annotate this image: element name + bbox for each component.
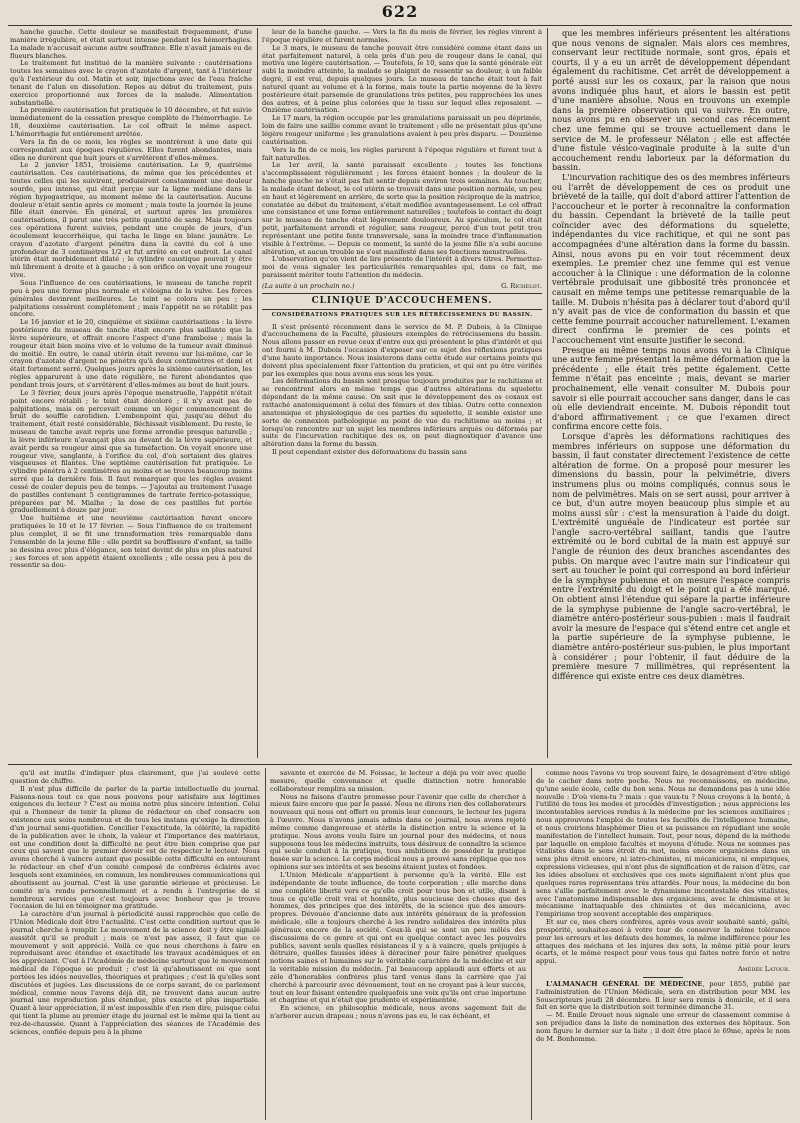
paragraph: Il s'est présenté récemment dans le service de M. P. Dubois, à la Clinique d'accouchemens de la Faculté, plusieurs exemples de rétrécissemens du bassin. Nous allons passer en revue ceux d'entre eux qui présentent le plus d'intérêt et qui ont fourni à M. Dubois l'occasion d'exposer sur ce sujet des réflexions pratiques d'une haute importance. Nous insisterons dans cette étude sur certains points qui doivent plus spécialement fixer l'attention du praticien, et qui ont pu être vérifiés par les exemples que nous avons eus sous les yeux. [262, 322, 542, 378]
middle-rule [8, 764, 792, 765]
paragraph: Et sur ce, mes chers confrères, après vous avoir souhaité santé, gaîté, prospérité, souhaitez-moi à votre tour de conserver la même tolérance pour les erreurs et les défauts des hommes, la même indifférence pour les attaques des méchans et les injures des sots, la même pitié pour leurs écarts, et le même respect pour vous tous qui faites notre force et notre appui. [536, 918, 790, 966]
suite-note: (La suite à un prochain no.) [262, 282, 355, 290]
paragraph: comme nous l'avons vu trop souvent faire, le désagrément d'être obligé de le cacher dans notre poche. Nous ne reconnaissons, en médecine, qu'une seule école, celle du bon sens. Nous ne demandons pas à une idée nouvelle : D'où viens-tu ? mais : que vaux-tu ? Nous croyons à la bonté, à l'utilité de tous les modes et procédés d'investigation ; nous apprécions les incontestables services rendus à la médecine par les sciences auxiliaires ; nous approuvons l'emploi de toutes les facultés de l'intelligence humaine, et nous croirions blasphémer Dieu et sa puissance en répudiant une seule manifestation de l'intellect humain. Tout, pour nous, dépend de la méthode par laquelle on emploie facultés et moyens d'étude. Nous ne sommes pas vitalistes dans le sens étroit du mot, moins encore organiciens dans un sens plus étroit encore, ni iatro-chimistes, ni mécaniciens, ni empiriques, expressions vicieuses, qui n'ont plus de signification et de raison d'être, car les idées absolues et exclusives que ces mots signifiaient n'ont plus que quelques rares représentans très attardés. Pour nous, la médecine du bon sens s'allie parfaitement avec le dynamisme incontestable des vitalistes, avec l'anatomisme indispensable des organiciens, avec le chimisme et le mécanisme inattaquable des chimistes et des mécaniciens, avec l'empirisme trop souvent acceptable des empiriques. [536, 770, 790, 919]
paragraph: que les membres inférieurs présentent les altérations que nous venons de signaler. Mais alors ces membres, conservant leur rectitude normale, sont gros, épais et courts, il y a eu un arrêt de développement dépendant également du rachitisme. Cet arrêt de développement a porté aussi sur les os coxaux, par la raison que nous avons indiquée plus haut, et alors le bassin est petit d'une manière absolue. Nous en trouvons un exemple dans la première observation qui va suivre. En outre, nous avons pu en observer un second cas récemment chez une femme qui se trouve actuellement dans le service de M. le professeur Nélaton ; elle est affectée d'une fistule vésico-vaginale produite à la suite d'un accouchement rendu laborieux par la déformation du bassin. [552, 29, 790, 173]
column-2-observation [262, 29, 542, 280]
paragraph: qu'il est inutile d'indiquer plus clairement, que j'ai soulevé cette question de chiffre. [10, 770, 260, 785]
bottom-column-1 [10, 770, 260, 1118]
top-rule [8, 25, 792, 26]
paragraph: savante et exercée de M. Foissac, le lecteur a déjà pu voir avec quelle mesure, quelle convenance et quelle distinction notre honorable collaborateur remplira sa mission. [270, 770, 526, 793]
paragraph: Lorsque d'après les déformations rachitiques des membres inférieurs on suppose une déformation du bassin, il faut constater directement l'existence de cette altération de forme. On a proposé pour mesurer les dimensions du bassin, pour la pelvimétrie, divers instrumens plus ou moins compliqués, connus sous le nom de pelvimètres. Mais on se sert aussi, pour arriver à ce but, d'un autre moyen beaucoup plus simple et au moins aussi sûr : c'est la mensuration à l'aide du doigt. L'extrémité unguéale de l'indicateur est portée sur l'angle sacro-vertébral saillant, tandis que l'autre extrémité ou le bord cubital de la main est appuyé sur l'angle de réunion des deux branches ascendantes des pubis. On marque avec l'autre main sur l'indicateur qui sert au toucher le point qui correspond au bord inférieur de la symphyse pubienne et on mesure l'espace compris entre l'extrémité du doigt et le point qui a été marqué. On obtient ainsi l'étendue qui sépare la partie inférieure de la symphyse pubienne de l'angle sacro-vertébral, le diamètre antéro-postérieur sous-pubien : mais il faudrait avoir la mesure de l'espace qui s'étend entre cet angle et la partie supérieure de la symphyse pubienne, le diamètre antéro-postérieur sus-pubien, le plus important à considérer ; pour l'obtenir, il faut déduire de la première mesure 7 millimètres, qui représentent la différence qui existe entre ces deux diamètres. [552, 430, 790, 681]
author-signature: G. Richelot. [501, 282, 542, 290]
page-number: 622 [381, 2, 419, 21]
section-title: CLINIQUE D'ACCOUCHEMENS. [311, 295, 493, 306]
paragraph: Les déformations du bassin sont presque toujours produites par le rachitisme et se rencontrent alors en même temps que d'autres altérations du squelette dépendant de la même cause. On sait que le développement des os coxaux est rattaché anatomiquement à celui des fémurs et des tibias. Outre cette connexion anatomique et physiologique de ces parties du squelette, il semble exister une sorte de connexion pathologique au point de vue du rachitisme au moins ; et lorsqu'on rencontre sur un sujet les membres inférieurs arqués ou déformés par suite de l'incurvation rachitique des os, on peut diagnostiquer d'avance une altération dans la forme du bassin. [262, 377, 542, 449]
paragraph: Le 2 janvier 1851, troisième cautérisation. Le 9, quatrième cautérisation. Ces cautérisations, de même que les précédentes et toutes celles qui les suivirent, produisirent constamment une douleur sourde, peu intense, qui était perçue sur la ligne médiane dans la région hypogastrique, au moment même de la cautérisation. Aucune douleur n'était sentie après ce moment ; mais toute la journée la jeune fille était énervée. En général, et surtout après les premières cautérisations, il parut une très petite quantité de sang. Mais toujours ces opérations furent suivies, pendant une couple de jours, d'un écoulement leucorrhéique, qui tacha le linge en blanc jaunâtre. Le crayon d'azotate d'argent pénétra dans la cavité du col à une profondeur de 3 centimètres 1/2 et fut arrêté en cet endroit. Le canal utérin était morbidement dilaté ; le cylindre caustique pouvait y être mû librement à droite et à gauche ; à son orifice on voyait une rougeur vive. [10, 161, 252, 280]
column-divider [547, 28, 548, 758]
almanach-heading: L'ALMANACH GÉNÉRAL DE MÉDECINE [546, 979, 703, 988]
paragraph: L'observation qu'on vient de lire présente de l'intérêt à divers titres. Permettez-moi de vous signaler les particularités remarquables qui, dans ce fait, me paraissent mériter toute l'attention du médecin. [262, 255, 542, 280]
paragraph: Le caractère d'un journal à périodicité aussi rapprochée que celle de l'Union Médicale doit être l'actualité. C'est cette condition surtout que le journal cherche à remplir. Le mouvement de la science doit y être signalé aussitôt qu'il se produit ; mais ce n'est pas assez, il faut que ce mouvement y soit apprécié. Voilà ce que nous cherchons à faire en reproduisant avec étendue et exactitude les travaux académiques et en les appréciant. C'est à l'Académie de médecine surtout que le mouvement médical de l'époque se produit ; c'est là qu'aboutissent ou que sont portées les idées nouvelles, théoriques et pratiques ; c'est là qu'elles sont discutées et jugées. Les discussions de ce corps savant, de ce parlement médical, comme nous l'avons déjà dit, ne trouvent dans aucun autre journal une reproduction plus étendue, plus exacte et plus impartiale. Quant à leur appréciation, il m'est impossible d'en rien dire, puisque celui qui tient la plume au premier étage du journal est le même qui la tient au rez-de-chaussée. Quant à l'appréciation des séances de l'Académie des sciences, confiée depuis peu à la plume [10, 910, 260, 1036]
paragraph: La première cautérisation fut pratiquée le 10 décembre, et fut suivie immédiatement de la cessation presque complète de l'hémorrhagie. Le 18, deuxième cautérisation. Le col offrait le même aspect. L'hémorrhagie fut entièrement arrêtée. [10, 106, 252, 138]
top-column-3 [552, 29, 790, 757]
paragraph: Le 17 mars, la région occupée par les granulations paraissait un peu déprimée, loin de faire une saillie comme avant le traitement ; elle ne présentait plus qu'une légère rougeur uniforme ; les granulations avaient à peu près disparu. — Douzième cautérisation. [262, 114, 542, 146]
paragraph: Il n'est plus difficile de parler de la partie intellectuelle du journal. Faisons-nous tout ce que nous pouvons pour satisfaire aux légitimes exigences du lecteur ? C'est au moins notre plus sincère intention. Celui qui a l'honneur de tenir la plume de rédacteur en chef consacre son existence aux soins nombreux et de tous les instans qu'exige la direction d'un journal semi-quotidien. Concilier l'exactitude, la célérité, la rapidité de la publication avec le choix, la valeur et l'importance des matériaux, est une condition dont la difficulté ne peut être bien comprise que par ceux qui savent que le premier devoir est de respecter le lecteur. Nous avons cherché à vaincre autant que possible cette difficulté en entourant le rédacteur en chef d'un comité composé de confrères éclairés avec lesquels sont examinées, en commun, les nombreuses communications qui aboutissent au journal. C'est là une garantie sérieuse et précieuse. Le comité m'a rendu personnellement et a rendu à l'entreprise de si nombreux services que c'est toujours avec bonheur que je trouve l'occasion de lui en témoigner ma gratitude. [10, 784, 260, 911]
paragraph: Le 3 mars, le museau de tanche pouvait être considéré comme étant dans un état parfaitement naturel, à cela près d'un peu de rougeur dans le canal, qui motiva une légère cautérisation. — Toutefois, le 10, sans que la santé générale eût subi la moindre atteinte, la malade se plaignit de ressentir sa douleur, à un faible degré, il est vrai, depuis quelques jours. Le museau de tanche était tout à fait naturel quant au volume et à la forme, mais toute la partie moyenne de la lèvre postérieure était parsemée de granulations très petites, peu rapprochées les unes des autres, et à peine plus colorées que le tissu sur lequel elles reposaient. — Onzième cautérisation. [262, 43, 542, 115]
paragraph: L'Union Médicale n'appartient à personne qu'à la vérité. Elle est indépendante de toute influence, de toute corporation ; elle marche dans une complète liberté vers ce qu'elle croit pour tous bon et utile, disant à tous ce qu'elle croit vrai et honnête, plus soucieuse des choses que des hommes, des principes que des intérêts, de la science que des amours-propres. Dévouée d'ancienne date aux intérêts généraux de la profession médicale, elle a toujours cherché à les rendre solidaires des intérêts plus généraux encore de la société. Ceux-là qui se sont un peu mêlés des discussions de ce genre et qui ont eu quelque contact avec les pouvoirs publics, savent seuls quelles résistances il y a à vaincre, quels préjugés à détruire, quelles fausses idées à déraciner pour faire pénétrer quelques notions saines et humaines sur le véritable caractère de la médecine et sur la véritable mission du médecin. J'ai beaucoup applaudi aux efforts et au zèle d'honorables confrères plus tard venus dans la carrière que j'ai cherché à parcourir avec dévouement, tout en ne croyant pas à leur succès, tout en leur faisant entendre quelquefois une voix qu'ils ont crue importune et chagrine et qui n'était que prudente et expérimentée. [270, 870, 526, 1005]
paragraph: leur de la hanche gauche. — Vers la fin du mois de février, les règles vinrent à l'époque régulière et furent normales. [262, 29, 542, 44]
paragraph: L'incurvation rachitique des os des membres inférieurs ou l'arrêt de développement de ces os produit une brièveté de la taille, qui doit d'abord attirer l'attention de l'accoucheur et le porter à reconnaître la conformation du bassin. Cependant la brièveté de la taille peut coïncider avec des déformations du squelette, indépendantes du vice rachitique, et qui ne sont pas accompagnées d'une altération dans la forme du bassin. Ainsi, nous avons pu en voir tout récemment deux exemples. Le premier chez une femme qui est venue accoucher à la Clinique : une déformation de la colonne vertébrale produisait une gibbosité très prononcée et causait en même temps une petitesse remarquable de la taille. M. Dubois n'hésita pas à déclarer tout d'abord qu'il n'y avait pas de vice de conformation du bassin et que cette femme pourrait accoucher naturellement. L'examen direct confirma le premier de ces points et l'accouchement vint ensuite justifier le second. [552, 171, 790, 345]
column-divider [257, 28, 258, 758]
column-divider [265, 768, 266, 1120]
paragraph: Vers la fin de ce mois, les règles se montrèrent à une date qui correspondait aux époques régulières. Elles furent abondantes, mais elles ne durèrent que huit jours et s'arrêtèrent d'elles-mêmes. [10, 137, 252, 162]
paragraph: Le 1er avril, la santé paraissait excellente ; toutes les fonctions s'accomplissaient régulièrement ; les forces étaient bonnes ; la douleur de la hanche gauche ne s'était pas fait sentir depuis environ trois semaines. Au toucher, la malade étant debout, le col utérin se trouvait dans une position normale, un peu en haut et légèrement en arrière, de sorte que la position réciproque de la matrice, constatée au début du traitement, s'était modifiée avantageusement. Le col offrait une consistance et une forme entièrement naturelles ; toutefois le contact du doigt sur le museau de tanche était légèrement douloureux. Au spéculum, le col était petit, parfaitement arrondi et régulier, sans rougeur, percé d'un tout petit trou représentant une petite fente transversale, sans la moindre trace d'inflammation visible à l'extrême. — Depuis ce moment, la santé de la jeune fille n'a subi aucune altération, et aucun trouble ne s'est manifesté dans ses fonctions menstruelles. [262, 161, 542, 256]
almanach-notice [536, 981, 790, 1012]
top-column-1 [10, 29, 252, 757]
paragraph: Il peut cependant exister des déformations du bassin sans [272, 448, 467, 457]
paragraph: Vers la fin de ce mois, les règles parurent à l'époque régulière et furent tout à fait naturelles. [262, 145, 542, 162]
editor-signature: Amédée Latour. [737, 965, 790, 974]
paragraph: Nous ne faisons d'autre promesse pour l'avenir que celle de chercher à mieux faire encore que par le passé. Nous ne dirons rien des collaborateurs nouveaux qui nous ont offert ou promis leur concours, le lecteur les jugera à l'œuvre. Nous n'avons jamais admis dans ce journal, nous avons rejeté même comme dangereuse et stérile la distinction entre la science et la pratique. Nous avons voulu faire un journal pour des médecins, et nous supposons tous les médecins instruits, tous désireux de connaître la science qui seule conduit à la pratique, tous ambitieux de posséder la pratique basée sur la science. Le corps médical nous a prouvé sans réplique que nos opinions sur ses intérêts et ses besoins étaient justes et fondées. [270, 792, 526, 872]
short-rule [643, 977, 683, 978]
almanach-body: , pour 1855, publié par l'administration de l'Union Médicale, sera en distribution pour MM. les Souscripteurs jeudi 28 décembre. Il leur sera remis à domicile, et il sera fait en sorte que la distribution soit terminée dimanche 31. [536, 979, 790, 1012]
section-box [262, 293, 542, 310]
paragraph: Le 16 janvier et le 20, cinquième et sixième cautérisations : la lèvre postérieure du museau de tanche était encore plus saillante que la lèvre supérieure, et offrait encore l'aspect d'une framboise ; mais la rougeur était bien moins vive et le volume de la tumeur avait diminué de moitié. En outre, le canal utérin était revenu sur lui-même, car le crayon d'azotate d'argent ne pénétra qu'à deux centimètres et demi et était fortement serré. Quelques jours après la sixième cautérisation, les règles apparurent à une date régulière, ne furent abondantes que pendant trois jours, et s'arrêtèrent d'elles-mêmes au bout de huit jours. [10, 318, 252, 389]
paragraph: Le 3 février, deux jours après l'époque menstruelle, l'appétit n'était point encore rétabli ; le teint était décoloré ; il n'y avait pas de palpitations, mais on percevait comme un léger commencement de bruit de souffle carotidien. L'embonpoint qui, jusqu'au début du traitement, était resté considérable, fléchissait visiblement. Du reste, le museau de tanche avait repris une forme arrondie presque naturelle ; la lèvre inférieure n'avançait plus au devant de la lèvre supérieure, et avait perdu sa rougeur ainsi que sa tuméfaction. On voyait encore une rougeur vive, sanglante, à l'orifice du col, d'où sortaient des glaires visqueuses et filantes. Une septième cautérisation fut pratiquée. Le cylindre pénétra à 2 centimètres au moins et se trouva beaucoup moins serré que la dernière fois. Il faut remarquer que les règles avaient cessé de couler depuis peu de temps. — J'ajoutai au traitement l'usage de pastilles contenant 5 centigrammes de tartrate ferrico-potassique, préparées par M. Mialhe ; la dose de ces pastilles fut portée graduellement à douze par jour. [10, 388, 252, 515]
column-divider [531, 768, 532, 1120]
paragraph: Le traitement fut institué de la manière suivante : cautérisations toutes les semaines avec le crayon d'azotate d'argent, tant à l'intérieur qu'à l'extérieur du col. Matin et soir, injections avec de l'eau fraîche tenant de l'alun en dissolution. Repos au début du traitement, puis exercice proportionné aux forces de la malade. Alimentation substantielle. [10, 59, 252, 107]
bottom-column-2 [270, 770, 526, 1118]
paragraph: Sous l'influence de ces cautérisations, le museau de tanche reprit peu à peu une forme plus normale et s'éloigna de la vulve. Les forces générales devinrent meilleures. Le teint se colora un peu ; les palpitations cessèrent complètement ; mais l'appétit ne se rétablit pas encore. [10, 279, 252, 319]
editorial-end [536, 770, 790, 966]
bottom-column-3 [536, 770, 790, 1118]
clinique-text [262, 324, 542, 457]
paragraph: hanche gauche. Cette douleur se manifestait fréquemment, d'une manière irrégulière, et était surtout intense pendant les hémorrhagies. La malade n'accusait aucune autre souffrance. Elle n'avait jamais eu de flueurs blanches. [10, 29, 252, 60]
paragraph: Presque au même temps nous avons vu à la Clinique une autre femme présentant la même déformation que la précédente ; elle était très petite également. Cette femme n'était pas enceinte ; mais, devant se marier prochainement, elle venait consulter M. Dubois pour savoir si elle pourrait accoucher sans danger, dans le cas où elle deviendrait enceinte. M. Dubois répondit tout d'abord affirmativement ; ce que l'examen direct confirma encore cette fois. [552, 344, 790, 432]
section-subheading: CONSIDÉRATIONS PRATIQUES SUR LES RÉTRÉCISSEMENS DU BASSIN. [271, 311, 533, 318]
suite-line [262, 283, 542, 291]
top-column-2 [262, 29, 542, 757]
correction-notice: — M. Émile Drouet nous signale une erreur de classement commise à son préjudice dans la liste de nomination des externes des hôpitaux. Son nom figure le dernier sur la liste ; il doit être placé le 69me, après le nom de M. Bonhomme. [536, 1011, 790, 1043]
paragraph: En science, en philosophie médicale, nous avons sagement fait de n'arborer aucun drapeau ; nous n'avons pas eu, le cas échéant, et [270, 1004, 526, 1021]
paragraph: Une huitième et une neuvième cautérisation furent encore pratiquées le 10 et le 17 février. — Sous l'influence de ce traitement plus complet, il se fit une transformation très remarquable dans l'ensemble de la jeune fille : elle perdit sa bouffissure d'enfant, sa taille se dessina avec plus d'élégance, son teint devint de plus en plus naturel ; ses forces et son appétit étaient excellents ; elle cessa peu à peu de ressentir sa dou- [10, 514, 252, 570]
